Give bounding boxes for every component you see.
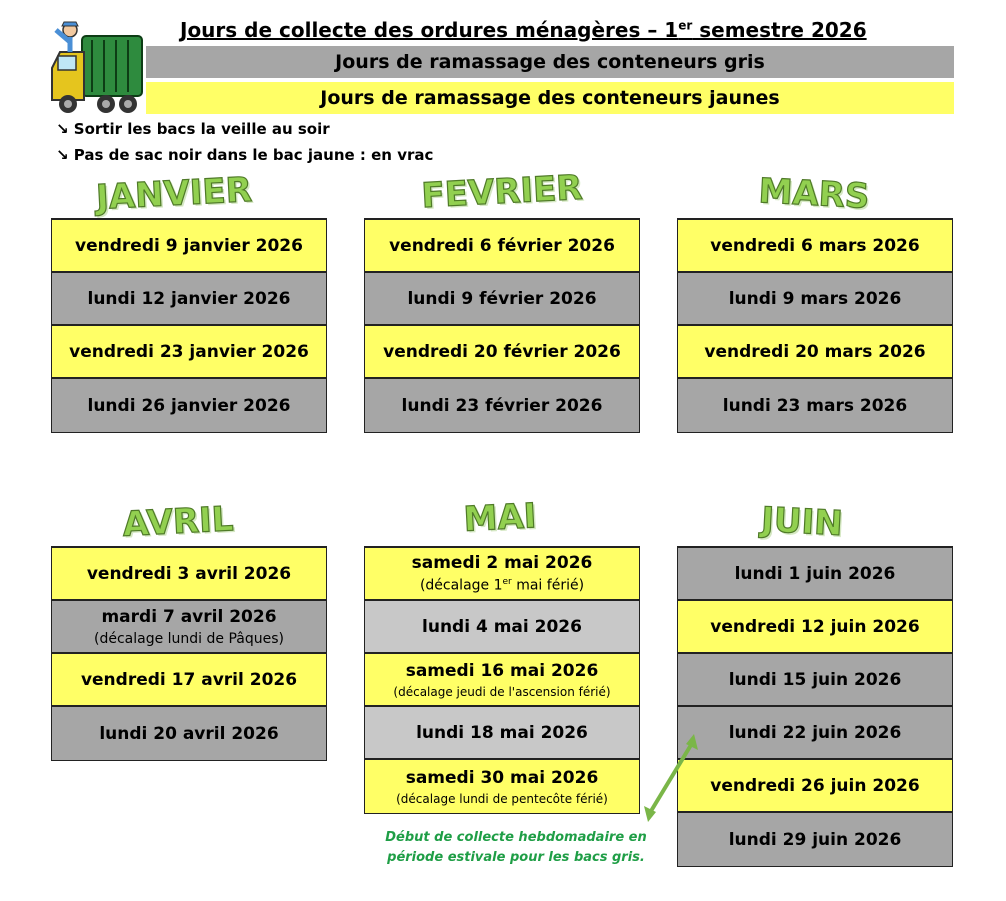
collection-day: lundi 12 janvier 2026 (52, 273, 326, 326)
collection-day: lundi 23 février 2026 (365, 379, 639, 432)
collection-day: vendredi 3 avril 2026 (52, 548, 326, 601)
note-put-out-bins: ↘ Sortir les bacs la veille au soir (56, 120, 330, 138)
collection-day: vendredi 9 janvier 2026 (52, 220, 326, 273)
collection-day: vendredi 26 juin 2026 (678, 760, 952, 813)
note-no-black-bag: ↘ Pas de sac noir dans le bac jaune : en vrac (56, 146, 434, 164)
collection-day: lundi 23 mars 2026 (678, 379, 952, 432)
month-title-mars: MARS (757, 171, 871, 217)
page-title: Jours de collecte des ordures ménagères – 1er semestre 2026 (180, 18, 867, 42)
mars-schedule (677, 218, 953, 433)
double-arrow-icon (640, 732, 702, 824)
month-title-janvier: JANVIER (95, 169, 253, 219)
collection-day: vendredi 6 février 2026 (365, 220, 639, 273)
collection-day: vendredi 17 avril 2026 (52, 654, 326, 707)
collection-day: vendredi 12 juin 2026 (678, 601, 952, 654)
collection-day: lundi 20 avril 2026 (52, 707, 326, 760)
collection-day: vendredi 23 janvier 2026 (52, 326, 326, 379)
collection-day: lundi 22 juin 2026 (678, 707, 952, 760)
month-title-fevrier: FEVRIER (420, 167, 584, 217)
collection-day: lundi 9 mars 2026 (678, 273, 952, 326)
collection-day: lundi 4 mai 2026 (365, 601, 639, 654)
collection-day: lundi 15 juin 2026 (678, 654, 952, 707)
collection-day: mardi 7 avril 2026 (décalage lundi de Pâques) (52, 601, 326, 654)
fevrier-schedule (364, 218, 640, 433)
collection-day: lundi 18 mai 2026 (365, 707, 639, 760)
garbage-truck-icon (48, 18, 148, 118)
yellow-bin-legend: Jours de ramassage des conteneurs jaunes (146, 82, 954, 114)
summer-collection-note: Début de collecte hebdomadaire en période estivale pour les bacs gris. (385, 830, 647, 865)
collection-day: samedi 2 mai 2026 (décalage 1er mai férié) (365, 548, 639, 601)
month-title-mai: MAI (462, 496, 538, 540)
avril-schedule (51, 546, 327, 761)
collection-day: vendredi 20 février 2026 (365, 326, 639, 379)
collection-day: lundi 1 juin 2026 (678, 548, 952, 601)
mai-schedule (364, 546, 640, 814)
collection-day: samedi 16 mai 2026 (décalage jeudi de l'ascension férié) (365, 654, 639, 707)
collection-day: lundi 29 juin 2026 (678, 813, 952, 866)
collection-day: vendredi 6 mars 2026 (678, 220, 952, 273)
collection-day: samedi 30 mai 2026 (décalage lundi de pentecôte férié) (365, 760, 639, 813)
juin-schedule (677, 546, 953, 867)
janvier-schedule (51, 218, 327, 433)
collection-day: vendredi 20 mars 2026 (678, 326, 952, 379)
gray-bin-legend: Jours de ramassage des conteneurs gris (146, 46, 954, 78)
month-title-juin: JUIN (760, 499, 844, 545)
collection-day: lundi 9 février 2026 (365, 273, 639, 326)
collection-day: lundi 26 janvier 2026 (52, 379, 326, 432)
month-title-avril: AVRIL (121, 499, 235, 545)
